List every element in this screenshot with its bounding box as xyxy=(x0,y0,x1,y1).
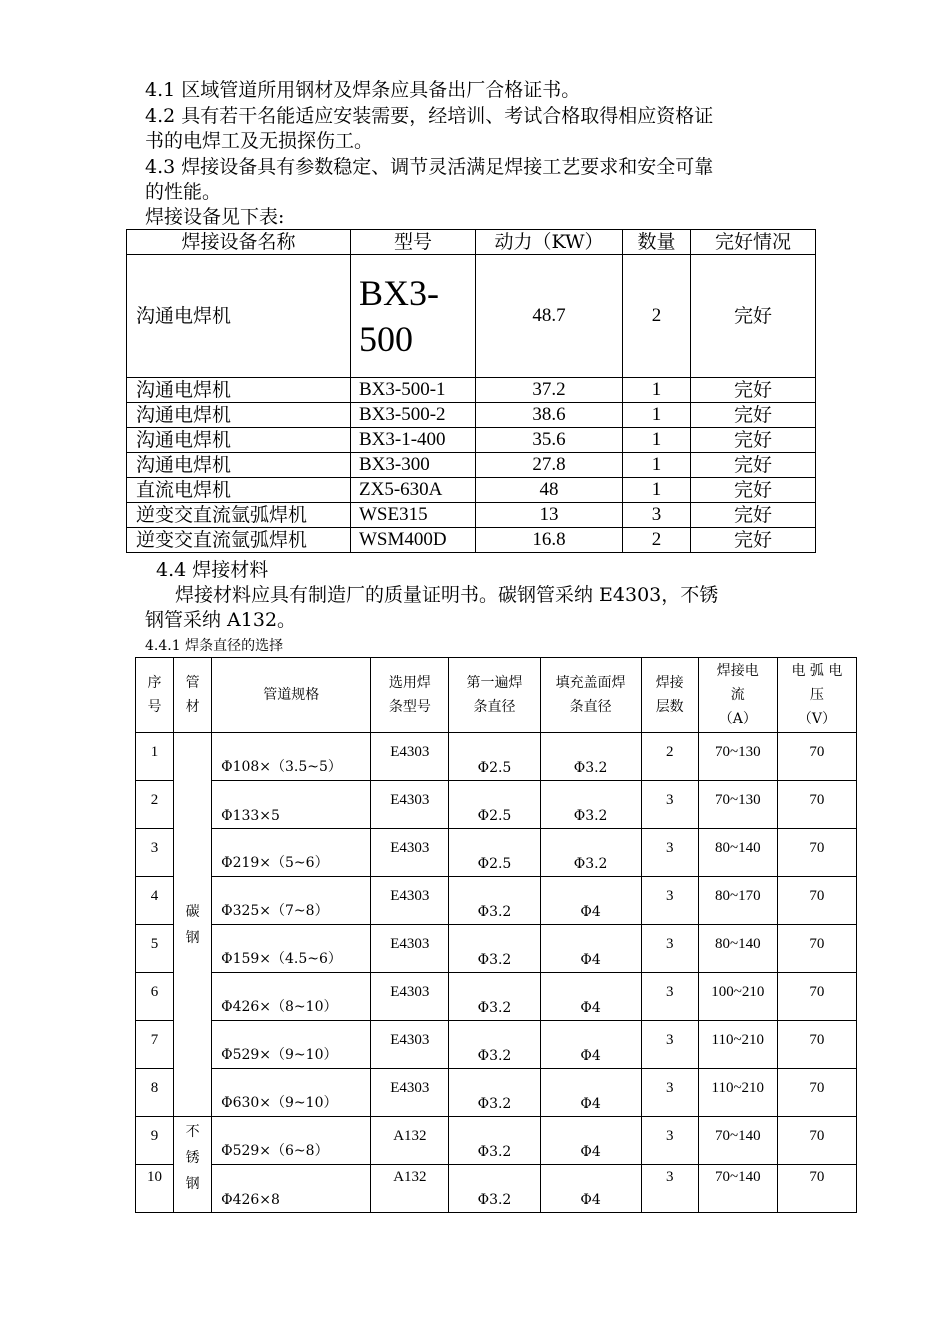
row-model: E4303 xyxy=(371,829,449,877)
row-current: 110~210 xyxy=(698,1021,777,1069)
row-fill: Φ4 xyxy=(540,1165,641,1213)
row-fill: Φ4 xyxy=(540,1021,641,1069)
row-layers: 2 xyxy=(641,733,698,781)
equipment-status: 完好 xyxy=(691,453,816,478)
electrode-row xyxy=(136,733,857,781)
equipment-qty: 1 xyxy=(623,403,691,428)
header-status: 完好情况 xyxy=(691,230,816,255)
equipment-name: 沟通电焊机 xyxy=(127,403,351,428)
equipment-row xyxy=(127,453,816,478)
row-fill: Φ3.2 xyxy=(540,829,641,877)
equipment-model: WSE315 xyxy=(351,503,476,528)
row-first: Φ3.2 xyxy=(449,973,540,1021)
row-spec: Φ133×5 xyxy=(212,781,371,829)
equipment-status: 完好 xyxy=(691,478,816,503)
equipment-model: ZX5-630A xyxy=(351,478,476,503)
equipment-row xyxy=(127,503,816,528)
row-fill: Φ4 xyxy=(540,1117,641,1165)
row-current: 70~140 xyxy=(698,1165,777,1213)
equipment-name: 直流电焊机 xyxy=(127,478,351,503)
row-fill: Φ3.2 xyxy=(540,781,641,829)
row-layers: 3 xyxy=(641,877,698,925)
row-seq: 6 xyxy=(136,973,174,1021)
paragraph-4-1: 4.1 区域管道所用钢材及焊条应具备出厂合格证书。 xyxy=(145,79,581,101)
row-voltage: 70 xyxy=(777,877,856,925)
header-first-pass: 第一遍焊 条直径 xyxy=(449,658,540,733)
header-spec: 管道规格 xyxy=(212,658,371,733)
header-voltage: 电 弧 电 压 （V） xyxy=(777,658,856,733)
row-first: Φ3.2 xyxy=(449,1021,540,1069)
row-model: E4303 xyxy=(371,1021,449,1069)
row-current: 100~210 xyxy=(698,973,777,1021)
row-spec: Φ108×（3.5~5） xyxy=(212,733,371,781)
equipment-row xyxy=(127,403,816,428)
electrode-row xyxy=(136,973,857,1021)
row-fill: Φ4 xyxy=(540,925,641,973)
equipment-power: 16.8 xyxy=(476,528,623,553)
row-seq: 7 xyxy=(136,1021,174,1069)
row-voltage: 70 xyxy=(777,1021,856,1069)
equipment-model-text: BX3-500 xyxy=(359,273,439,359)
row-spec: Φ325×（7~8） xyxy=(212,877,371,925)
row-spec: Φ529×（6~8） xyxy=(212,1117,371,1165)
equipment-power: 35.6 xyxy=(476,428,623,453)
section-4-4-body-line1: 焊接材料应具有制造厂的质量证明书。碳钢管采纳 E4303，不锈 xyxy=(175,584,719,606)
electrode-row xyxy=(136,829,857,877)
row-current: 70~130 xyxy=(698,781,777,829)
row-voltage: 70 xyxy=(777,1069,856,1117)
row-current: 80~140 xyxy=(698,925,777,973)
equipment-model: BX3-500-1 xyxy=(351,378,476,403)
equipment-name: 逆变交直流氩弧焊机 xyxy=(127,503,351,528)
section-4-4-1-subtitle: 4.4.1 焊条直径的选择 xyxy=(145,638,284,654)
equipment-qty: 1 xyxy=(623,378,691,403)
equipment-model: BX3-300 xyxy=(351,453,476,478)
electrode-row xyxy=(136,925,857,973)
equipment-row xyxy=(127,428,816,453)
equipment-table xyxy=(126,229,816,553)
row-fill: Φ3.2 xyxy=(540,733,641,781)
electrode-table xyxy=(135,657,857,1213)
header-rod-model: 选用焊 条型号 xyxy=(371,658,449,733)
paragraph-4-3-line1: 4.3 焊接设备具有参数稳定、调节灵活满足焊接工艺要求和安全可靠 xyxy=(145,156,714,178)
equipment-name: 逆变交直流氩弧焊机 xyxy=(127,528,351,553)
header-power: 动力（KW） xyxy=(476,230,623,255)
equipment-qty: 1 xyxy=(623,428,691,453)
row-first: Φ3.2 xyxy=(449,1069,540,1117)
row-model: E4303 xyxy=(371,877,449,925)
row-layers: 3 xyxy=(641,1069,698,1117)
row-fill: Φ4 xyxy=(540,877,641,925)
row-seq: 9 xyxy=(136,1117,174,1165)
equipment-power: 48.7 xyxy=(476,255,623,378)
equipment-model: BX3-1-400 xyxy=(351,428,476,453)
row-seq: 5 xyxy=(136,925,174,973)
row-model: E4303 xyxy=(371,925,449,973)
row-layers: 3 xyxy=(641,1117,698,1165)
row-first: Φ3.2 xyxy=(449,1117,540,1165)
header-fill-cap: 填充盖面焊 条直径 xyxy=(540,658,641,733)
row-spec: Φ426×（8~10） xyxy=(212,973,371,1021)
row-voltage: 70 xyxy=(777,925,856,973)
row-seq: 1 xyxy=(136,733,174,781)
row-first: Φ3.2 xyxy=(449,1165,540,1213)
material-carbon-steel: 碳 钢 xyxy=(174,733,212,1117)
electrode-row xyxy=(136,1069,857,1117)
row-current: 80~140 xyxy=(698,829,777,877)
row-first: Φ3.2 xyxy=(449,877,540,925)
row-spec: Φ159×（4.5~6） xyxy=(212,925,371,973)
header-material: 管 材 xyxy=(174,658,212,733)
row-layers: 3 xyxy=(641,973,698,1021)
equipment-qty: 1 xyxy=(623,478,691,503)
row-layers: 3 xyxy=(641,1165,698,1213)
row-current: 70~130 xyxy=(698,733,777,781)
equipment-name: 沟通电焊机 xyxy=(127,453,351,478)
row-spec: Φ219×（5~6） xyxy=(212,829,371,877)
row-spec: Φ426×8 xyxy=(212,1165,371,1213)
row-voltage: 70 xyxy=(777,973,856,1021)
row-layers: 3 xyxy=(641,829,698,877)
row-voltage: 70 xyxy=(777,1165,856,1213)
row-spec: Φ529×（9~10） xyxy=(212,1021,371,1069)
equipment-qty: 3 xyxy=(623,503,691,528)
row-seq: 8 xyxy=(136,1069,174,1117)
equipment-power: 48 xyxy=(476,478,623,503)
equipment-status: 完好 xyxy=(691,255,816,378)
equipment-status: 完好 xyxy=(691,378,816,403)
paragraph-4-3-line2: 的性能。 xyxy=(145,181,222,203)
section-4-4-title: 4.4 焊接材料 xyxy=(156,559,269,581)
row-layers: 3 xyxy=(641,781,698,829)
row-seq: 2 xyxy=(136,781,174,829)
row-model: E4303 xyxy=(371,1069,449,1117)
header-layers: 焊接 层数 xyxy=(641,658,698,733)
equipment-qty: 2 xyxy=(623,528,691,553)
equipment-status: 完好 xyxy=(691,428,816,453)
header-qty: 数量 xyxy=(623,230,691,255)
row-seq: 4 xyxy=(136,877,174,925)
row-layers: 3 xyxy=(641,1021,698,1069)
material-stainless-steel: 不 锈 钢 xyxy=(174,1117,212,1213)
equipment-row xyxy=(127,528,816,553)
row-voltage: 70 xyxy=(777,781,856,829)
equipment-power: 27.8 xyxy=(476,453,623,478)
header-model: 型号 xyxy=(351,230,476,255)
row-current: 80~170 xyxy=(698,877,777,925)
equipment-intro: 焊接设备见下表: xyxy=(145,206,285,228)
row-fill: Φ4 xyxy=(540,1069,641,1117)
row-first: Φ2.5 xyxy=(449,829,540,877)
equipment-power: 13 xyxy=(476,503,623,528)
electrode-row xyxy=(136,877,857,925)
equipment-name: 沟通电焊机 xyxy=(127,378,351,403)
equipment-row xyxy=(127,255,816,378)
header-name: 焊接设备名称 xyxy=(127,230,351,255)
equipment-power: 37.2 xyxy=(476,378,623,403)
equipment-status: 完好 xyxy=(691,503,816,528)
paragraph-4-2-line1: 4.2 具有若干名能适应安装需要，经培训、考试合格取得相应资格证 xyxy=(145,105,714,127)
equipment-qty: 2 xyxy=(623,255,691,378)
header-current: 焊接电 流 （A） xyxy=(698,658,777,733)
row-model: A132 xyxy=(371,1117,449,1165)
equipment-model xyxy=(351,255,476,378)
equipment-row xyxy=(127,478,816,503)
section-4-4-body-line2: 钢管采纳 A132。 xyxy=(145,609,297,631)
row-layers: 3 xyxy=(641,925,698,973)
row-voltage: 70 xyxy=(777,733,856,781)
equipment-status: 完好 xyxy=(691,403,816,428)
equipment-name: 沟通电焊机 xyxy=(127,428,351,453)
electrode-row xyxy=(136,1117,857,1165)
row-current: 110~210 xyxy=(698,1069,777,1117)
equipment-model: BX3-500-2 xyxy=(351,403,476,428)
row-current: 70~140 xyxy=(698,1117,777,1165)
row-model: E4303 xyxy=(371,733,449,781)
row-seq: 10 xyxy=(136,1165,174,1213)
row-voltage: 70 xyxy=(777,829,856,877)
electrode-row xyxy=(136,1021,857,1069)
row-first: Φ3.2 xyxy=(449,925,540,973)
row-seq: 3 xyxy=(136,829,174,877)
equipment-header-row xyxy=(127,230,816,255)
row-spec: Φ630×（9~10） xyxy=(212,1069,371,1117)
equipment-status: 完好 xyxy=(691,528,816,553)
row-first: Φ2.5 xyxy=(449,733,540,781)
electrode-row xyxy=(136,1165,857,1213)
equipment-row xyxy=(127,378,816,403)
row-model: E4303 xyxy=(371,781,449,829)
equipment-qty: 1 xyxy=(623,453,691,478)
electrode-row xyxy=(136,781,857,829)
electrode-header-row xyxy=(136,658,857,733)
equipment-model: WSM400D xyxy=(351,528,476,553)
header-seq: 序 号 xyxy=(136,658,174,733)
row-voltage: 70 xyxy=(777,1117,856,1165)
row-fill: Φ4 xyxy=(540,973,641,1021)
equipment-name: 沟通电焊机 xyxy=(127,255,351,378)
row-model: A132 xyxy=(371,1165,449,1213)
row-model: E4303 xyxy=(371,973,449,1021)
equipment-power: 38.6 xyxy=(476,403,623,428)
row-first: Φ2.5 xyxy=(449,781,540,829)
paragraph-4-2-line2: 书的电焊工及无损探伤工。 xyxy=(145,130,374,152)
